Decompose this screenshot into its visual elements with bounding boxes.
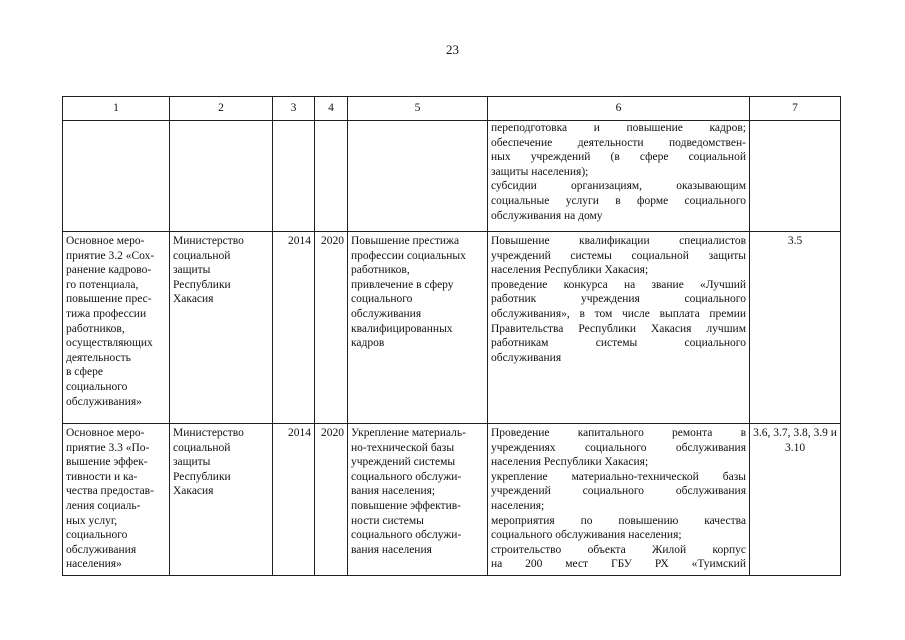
cell-line: социальной xyxy=(173,249,231,262)
cell-line: населения Республики Хакасия; xyxy=(491,456,649,469)
cell-line: ных учреждений (в сфере социальной xyxy=(491,151,746,164)
cell-line: строительство объекта Жилой корпус xyxy=(491,543,746,556)
cell-line: социального обслуживания населения; xyxy=(491,529,682,542)
cell-line: привлечение в сферу xyxy=(351,278,454,291)
cell-line: субсидии организациям, оказывающим xyxy=(491,180,746,193)
cell-line: тижа профессии xyxy=(66,307,147,320)
cell-line: работников, xyxy=(351,264,410,277)
cell-line: но-технической базы xyxy=(351,441,455,454)
table-row xyxy=(63,121,841,232)
executor-cell xyxy=(170,232,273,424)
col-header: 6 xyxy=(488,97,750,121)
col-header: 7 xyxy=(750,97,841,121)
cell-line: учреждений системы социальной защиты xyxy=(491,249,746,262)
main-directions-cell xyxy=(488,232,750,424)
cell-line: тивности и ка- xyxy=(66,470,138,483)
cell-line: Хакасия xyxy=(173,293,214,306)
cell-line: Республики xyxy=(173,470,231,483)
indicator-link-cell xyxy=(750,121,841,232)
cell-line: повышение прес- xyxy=(66,293,152,306)
measure-name-cell xyxy=(63,232,170,424)
cell-line: учреждений системы xyxy=(351,456,456,469)
cell-line: Основное меро- xyxy=(66,235,145,247)
executor-cell xyxy=(170,121,273,232)
cell-line: на 200 мест ГБУ РХ «Туимский xyxy=(491,558,746,571)
col-header: 4 xyxy=(315,97,348,121)
start-year-cell xyxy=(273,121,315,232)
cell-line: обслуживания xyxy=(351,307,422,320)
cell-line: Укрепление материаль- xyxy=(351,427,466,439)
cell-line: го потенциала, xyxy=(66,278,139,291)
cell-line: обслуживания на дому xyxy=(491,209,603,222)
col-header: 1 xyxy=(63,97,170,121)
start-year-cell: 2014 xyxy=(273,424,315,576)
col-header: 3 xyxy=(273,97,315,121)
cell-line: приятие 3.3 «По- xyxy=(66,441,150,454)
col-header: 2 xyxy=(170,97,273,121)
cell-line: деятельность xyxy=(66,351,131,364)
cell-line: обслуживания» xyxy=(66,395,142,408)
page-number: 23 xyxy=(446,42,459,57)
cell-line: Повышение квалификации специалистов xyxy=(491,235,746,247)
indicator-link-cell: 3.5 xyxy=(750,232,841,424)
measure-name-cell xyxy=(63,121,170,232)
col-header: 5 xyxy=(348,97,488,121)
cell-line: социального xyxy=(66,529,128,542)
cell-line: вышение эффек- xyxy=(66,456,148,469)
cell-line: переподготовка и повышение кадров; xyxy=(491,122,746,134)
cell-line: социального обслужи- xyxy=(351,470,462,483)
cell-line: Правительства Республики Хакасия лучшим xyxy=(491,322,746,335)
cell-line: Хакасия xyxy=(173,485,214,498)
cell-line: населения; xyxy=(491,499,545,512)
cell-line: населения» xyxy=(66,558,122,571)
cell-line: социального xyxy=(351,293,413,306)
cell-line: учреждений социального обслуживания xyxy=(491,485,746,498)
expected-result-cell xyxy=(348,121,488,232)
cell-line: Повышение престижа xyxy=(351,235,460,247)
cell-line: защиты населения); xyxy=(491,165,589,178)
cell-line: кадров xyxy=(351,337,385,350)
cell-line: обслуживания», в том числе выплата премии xyxy=(491,307,746,320)
executor-cell xyxy=(170,424,273,576)
cell-line: профессии социальных xyxy=(351,249,466,262)
cell-line: социального обслужи- xyxy=(351,529,462,542)
cell-line: квалифицированных xyxy=(351,322,453,335)
cell-line: защиты xyxy=(173,264,211,277)
end-year-cell: 2020 xyxy=(315,424,348,576)
main-directions-cell xyxy=(488,424,750,576)
cell-line: социального xyxy=(66,380,128,393)
cell-line: повышение эффектив- xyxy=(351,499,461,512)
cell-line: работник учреждения социального xyxy=(491,293,746,306)
cell-line: Основное меро- xyxy=(66,427,145,439)
cell-line: работникам системы социального xyxy=(491,337,746,350)
main-directions-cell xyxy=(488,121,750,232)
cell-line: ных услуг, xyxy=(66,514,118,527)
cell-line: Министерство xyxy=(173,427,244,439)
cell-line: защиты xyxy=(173,456,211,469)
cell-line: приятие 3.2 «Сох- xyxy=(66,249,155,262)
cell-line: социальные услуги в форме социального xyxy=(491,194,746,207)
cell-line: мероприятия по повышению качества xyxy=(491,514,746,527)
cell-line: Министерство xyxy=(173,235,244,247)
end-year-cell xyxy=(315,121,348,232)
cell-line: социальной xyxy=(173,441,231,454)
cell-line: осуществляющих xyxy=(66,337,153,350)
table-row xyxy=(63,424,841,576)
measures-table xyxy=(62,96,841,576)
cell-line: вания населения xyxy=(351,543,432,556)
cell-line: работников, xyxy=(66,322,125,335)
cell-line: учреждениях социального обслуживания xyxy=(491,441,746,454)
cell-line: обслуживания xyxy=(66,543,137,556)
cell-line: ления социаль- xyxy=(66,499,141,512)
header-row xyxy=(63,97,841,121)
cell-line: обслуживания xyxy=(491,351,562,364)
cell-line: чества предостав- xyxy=(66,485,154,498)
expected-result-cell xyxy=(348,232,488,424)
cell-line: Проведение капитального ремонта в xyxy=(491,427,746,439)
cell-line: ности системы xyxy=(351,514,424,527)
expected-result-cell xyxy=(348,424,488,576)
cell-line: вания населения; xyxy=(351,485,436,498)
end-year-cell: 2020 xyxy=(315,232,348,424)
cell-line: проведение конкурса на звание «Лучший xyxy=(491,278,746,291)
cell-line: ранение кадрово- xyxy=(66,264,152,277)
measure-name-cell xyxy=(63,424,170,576)
indicator-link-cell: 3.6, 3.7, 3.8, 3.9 и 3.10 xyxy=(750,424,841,576)
cell-line: укрепление материально-технической базы xyxy=(491,470,746,483)
cell-line: Республики xyxy=(173,278,231,291)
cell-line: в сфере xyxy=(66,366,103,379)
start-year-cell: 2014 xyxy=(273,232,315,424)
cell-line: населения Республики Хакасия; xyxy=(491,264,649,277)
cell-line: обеспечение деятельности подведомствен- xyxy=(491,136,746,149)
table-row xyxy=(63,232,841,424)
